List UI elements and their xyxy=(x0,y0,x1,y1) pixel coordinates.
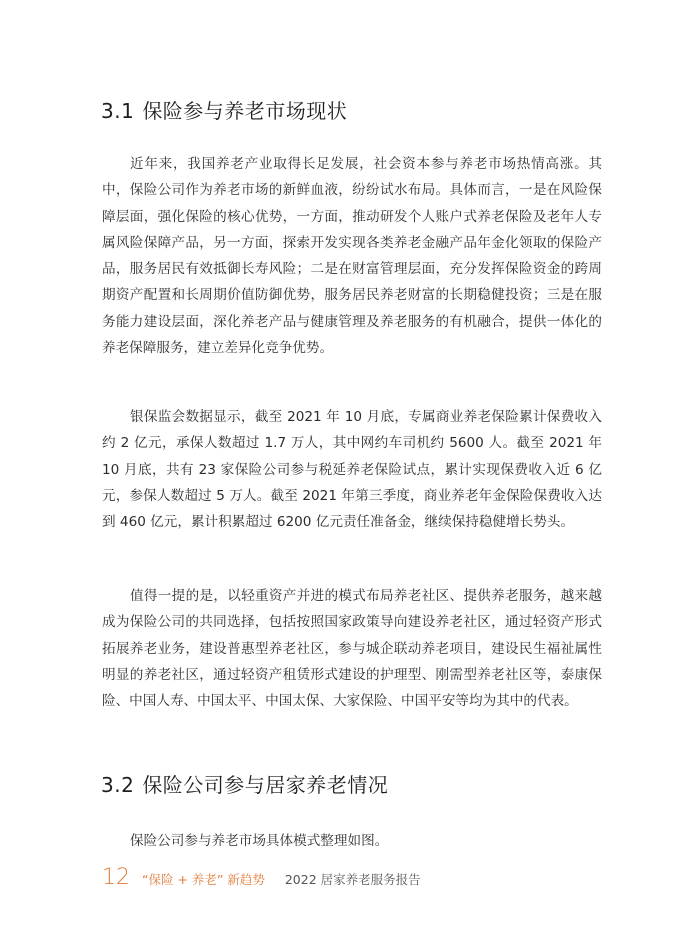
section-heading-3-2 xyxy=(101,769,388,798)
paragraph-model-intro: 保险公司参与养老市场具体模式整理如图。 xyxy=(130,833,389,849)
section-title: 保险公司参与居家养老情况 xyxy=(142,773,389,797)
section-title: 保险参与养老市场现状 xyxy=(142,99,348,123)
section-heading-3-1 xyxy=(101,95,347,124)
paragraph-market-overview: 近年来，我国养老产业取得长足发展，社会资本参与养老市场热情高涨。其中，保险公司作为养老市场的新鲜血液，纷纷试水布局。具体而言，一是在风险保障层面，强化保险的核心优势，一方面，推动研发个人账户式养老保险及老年人专属风险保障产品，另一方面，探索开发实现各类养老金融产品年金化领取的保险产品，服务居民有效抵御长寿风险；二是在财富管理层面，充分发挥保险资金的跨周期资产配置和长周期价值防御优势，服务居民养老财富的长期稳健投资；三是在服务能力建设层面，深化养老产品与健康管理及养老服务的有机融合，提供一体化的养老保障服务，建立差异化竞争优势。 xyxy=(102,156,602,357)
footer-report-title: 2022 居家养老服务报告 xyxy=(284,872,421,887)
page-number: 12 xyxy=(102,865,130,890)
section-number: 3.2 xyxy=(101,773,135,797)
paragraph-elderly-community: 值得一提的是，以轻重资产并进的模式布局养老社区、提供养老服务，越来越成为保险公司的共同选择，包括按照国家政策导向建设养老社区，通过轻资产形式拓展养老业务，建设普惠型养老社区，参与城企联动养老项目，建设民生福祉属性明显的养老社区，通过轻资产租赁形式建设的护理型、刚需型养老社区等，泰康保险、中国人寿、中国太平、中国太保、大家保险、中国平安等均为其中的代表。 xyxy=(102,588,602,710)
section-number: 3.1 xyxy=(101,99,135,123)
footer-series-title: “保险 + 养老” 新趋势 xyxy=(142,872,265,887)
page-footer xyxy=(102,867,421,891)
paragraph-regulator-data: 银保监会数据显示，截至 2021 年 10 月底，专属商业养老保险累计保费收入约 2 亿元，承保人数超过 1.7 万人，其中网约车司机约 5600 人。截至 2021 年 10 月底，共有 23 家保险公司参与税延养老保险试点，累计实现保费收入近 6 亿元，参保人数超过 5 万人。截至 2021 年第三季度，商业养老年金保险保费收入达到 460 亿元，累计积累超过 6200 亿元责任准备金，继续保持稳健增长势头。 xyxy=(102,409,602,531)
